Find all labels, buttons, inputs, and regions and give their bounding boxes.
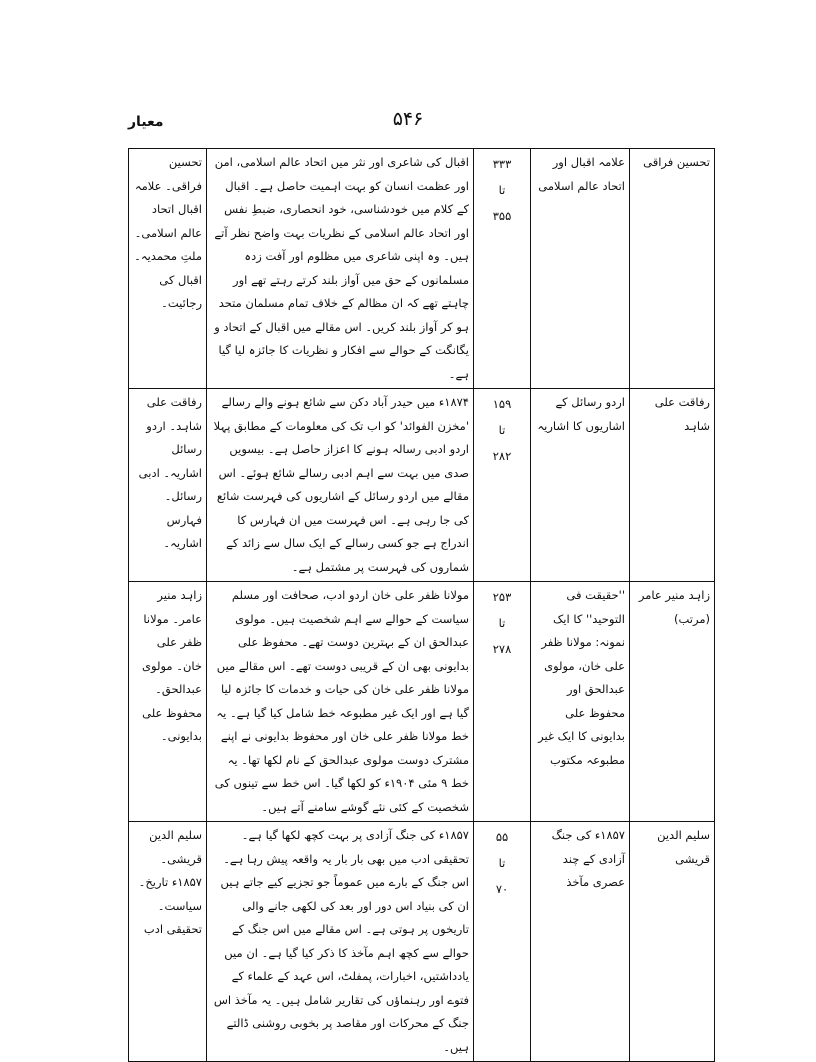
table-row <box>129 389 715 582</box>
page-to-word: تا <box>498 183 506 197</box>
author-cell: تحسین فراقی <box>630 149 715 389</box>
author-cell: رفاقت علی شاہد <box>630 389 715 582</box>
title-cell: ۱۸۵۷ء کی جنگ آزادی کے چند عصری مآخذ <box>531 822 630 1062</box>
page-from: ۳۳۳ <box>492 157 512 171</box>
page-from: ۱۵۹ <box>492 397 512 411</box>
page-from: ۲۵۳ <box>492 590 512 604</box>
page-to-word: تا <box>498 423 506 437</box>
page-to: ۲۷۸ <box>492 642 512 656</box>
keywords-cell: تحسین فراقی۔ علامہ اقبال اتحاد عالم اسلامی۔ملتِ محمدیہ۔اقبال کی رجائیت۔ <box>129 149 207 389</box>
page-to: ۲۸۲ <box>492 449 512 463</box>
page-to-word: تا <box>498 616 506 630</box>
summary-cell: ۱۸۷۴ء میں حیدر آباد دکن سے شائع ہونے والے رسالے 'مخزن الفوائد' کو اب تک کی معلومات کے مطابق پہلا اردو ادبی رسالہ ہونے کا اعزاز حاصل ہے۔ بیسویں صدی میں بہت سے اہم ادبی رسالے شائع ہوئے۔ اس مقالے میں اردو رسائل کے اشاریوں کی فہرست شائع کی جا رہی ہے۔ اس فہرست میں ان فہارس کا اندراج ہے جو کسی رسالے کے ایک سال سے زائد کے شماروں کی فہرست پر مشتمل ہے۔ <box>207 389 474 582</box>
keywords-cell: زاہد منیر عامر۔ مولانا ظفر علی خان۔ مولوی عبدالحق۔ محفوظ علی بدایونی۔ <box>129 582 207 822</box>
pages-cell <box>474 822 531 1062</box>
running-title: معیار <box>128 114 164 130</box>
page-to-word: تا <box>498 856 506 870</box>
bibliography-table <box>128 148 715 1062</box>
keywords-cell: سلیم الدین قریشی۔ ۱۸۵۷ء تاریخ۔ سیاست۔ تحقیقی ادب <box>129 822 207 1062</box>
author-cell: سلیم الدین قریشی <box>630 822 715 1062</box>
table-row <box>129 149 715 389</box>
pages-cell <box>474 149 531 389</box>
title-cell: علامہ اقبال اور اتحاد عالم اسلامی <box>531 149 630 389</box>
page-from: ۵۵ <box>495 830 509 844</box>
summary-cell: ۱۸۵۷ء کی جنگ آزادی پر بہت کچھ لکھا گیا ہے۔ تحقیقی ادب میں بھی بار بار یہ واقعہ پیش رہا ہے۔ اس جنگ کے بارے میں عموماً جو تجزیے کیے جاتے ہیں ان کی بنیاد اس دور اور بعد کی لکھی جانے والی تاریخوں پر ہوتی ہے۔ اس مقالے میں اس جنگ کے حوالے سے کچھ اہم مآخذ کا ذکر کیا گیا ہے۔ ان میں یادداشتیں، اخبارات، پمفلٹ، اس عہد کے علماء کے فتوے اور رہنماؤں کی تقاریر شامل ہیں۔ یہ مآخذ اس جنگ کے محرکات اور مقاصد پر بخوبی روشنی ڈالتے ہیں۔ <box>207 822 474 1062</box>
author-cell: زاہد منیر عامر (مرتب) <box>630 582 715 822</box>
title-cell: ''حقیقت فی التوحید'' کا ایک نمونہ: مولانا ظفر علی خان، مولوی عبدالحق اور محفوظ علی بدایونی کا ایک غیر مطبوعہ مکتوب <box>531 582 630 822</box>
title-cell: اردو رسائل کے اشاریوں کا اشاریہ <box>531 389 630 582</box>
pages-cell <box>474 582 531 822</box>
table-row <box>129 822 715 1062</box>
page-to: ۷۰ <box>495 882 509 896</box>
keywords-cell: رفاقت علی شاہد۔ اردو رسائل اشاریہ۔ ادبی رسائل۔ فہارس اشاریہ۔ <box>129 389 207 582</box>
page-number: ۵۴۶ <box>392 108 424 130</box>
summary-cell: مولانا ظفر علی خان اردو ادب، صحافت اور مسلم سیاست کے حوالے سے اہم شخصیت ہیں۔ مولوی عبدالحق ان کے بہترین دوست تھے۔ محفوظ علی بدایونی بھی ان کے قریبی دوست تھے۔ اس مقالے میں مولانا ظفر علی خان کی حیات و خدمات کا جائزہ لیا گیا ہے اور ایک غیر مطبوعہ خط شامل کیا گیا ہے۔ یہ خط مولانا ظفر علی خان اور محفوظ بدایونی نے اپنے مشترک دوست مولوی عبدالحق کے نام لکھا تھا۔ یہ خط ۹ مئی ۱۹۰۴ء کو لکھا گیا۔ اس خط سے تینوں کی شخصیت کے کئی نئے گوشے سامنے آتے ہیں۔ <box>207 582 474 822</box>
summary-cell: اقبال کی شاعری اور نثر میں اتحاد عالم اسلامی، امن اور عظمت انسان کو بہت اہمیت حاصل ہے۔ اقبال کے کلام میں خودشناسی، خود انحصاری، ضبطِ نفس اور اتحاد عالم اسلامی کے نظریات بہت واضح نظر آتے ہیں۔ وہ اپنی شاعری میں مظلوم اور آفت زدہ مسلمانوں کے حق میں آواز بلند کرتے رہتے تھے اور چاہتے تھے کہ ان مظالم کے خلاف تمام مسلمان متحد ہو کر آواز بلند کریں۔ اس مقالے میں اقبال کے اتحاد و یگانگت کے حوالے سے افکار و نظریات کا جائزہ لیا گیا ہے۔ <box>207 149 474 389</box>
table-row <box>129 582 715 822</box>
pages-cell <box>474 389 531 582</box>
page-to: ۳۵۵ <box>492 209 512 223</box>
